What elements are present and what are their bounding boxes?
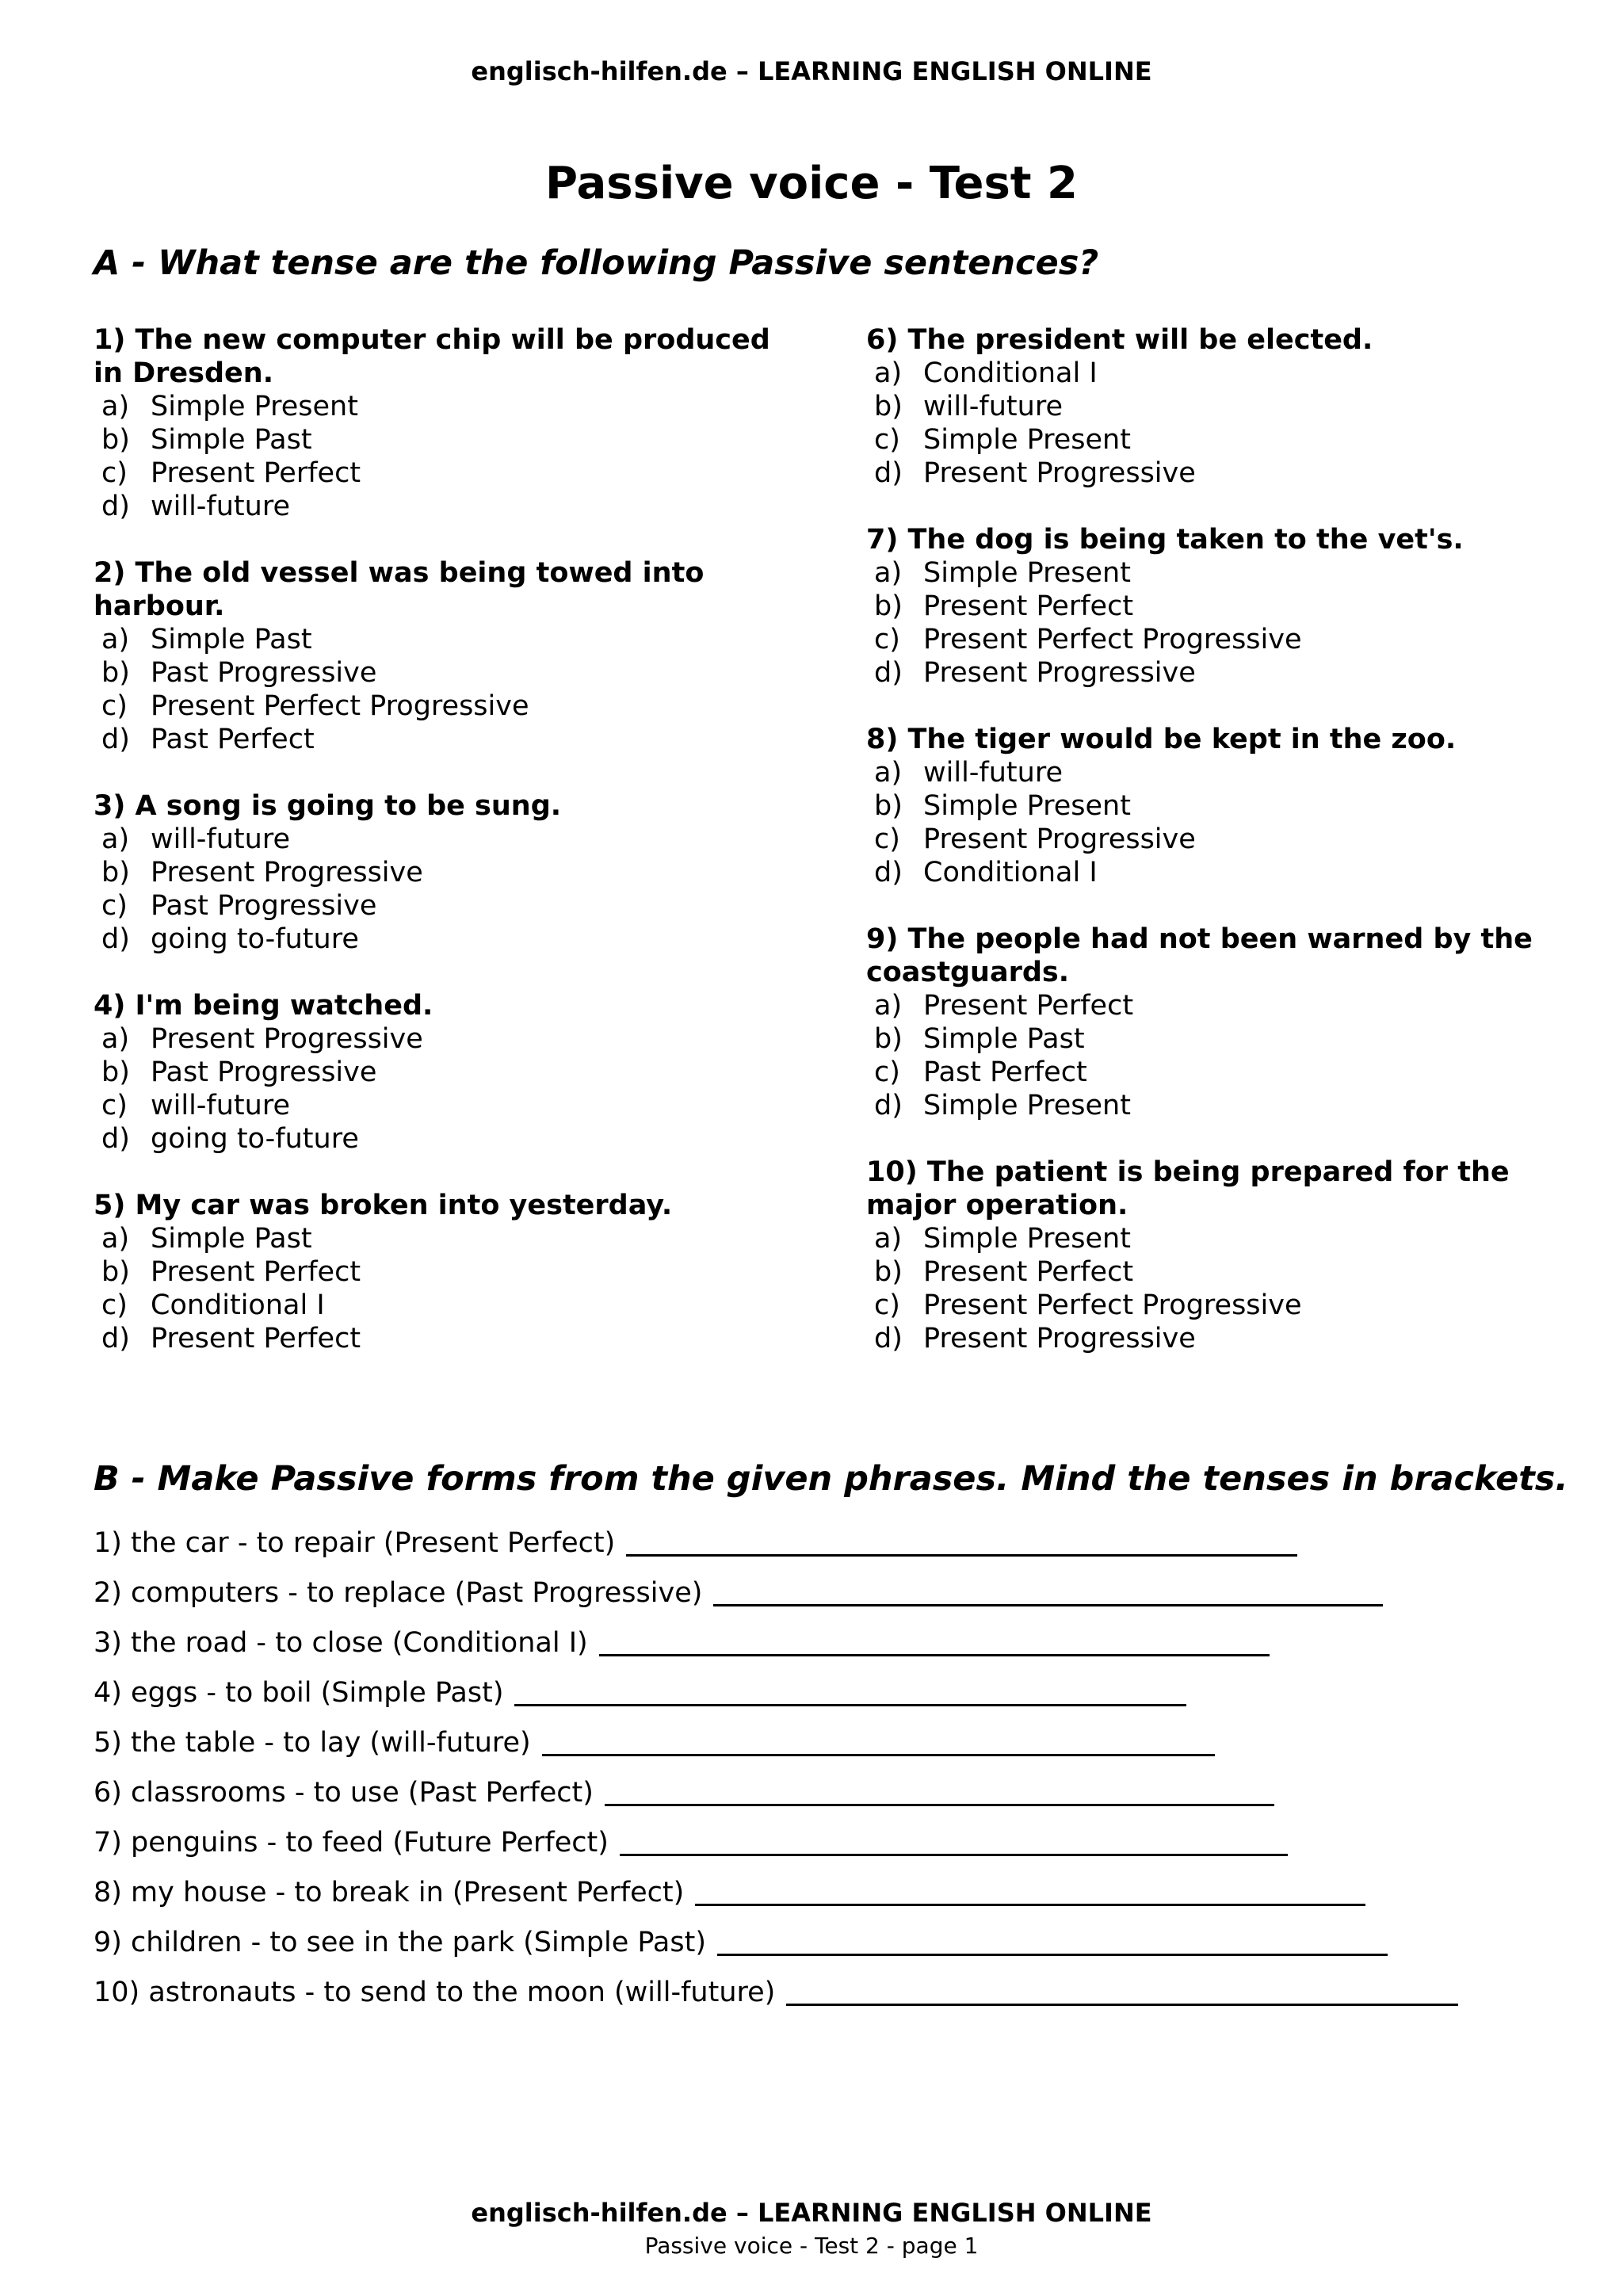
option-label: Past Progressive (151, 1056, 377, 1088)
answer-option[interactable] (94, 656, 791, 690)
option-letter: b) (874, 1023, 903, 1055)
option-letter: c) (874, 1056, 900, 1088)
option-letter: a) (874, 557, 903, 589)
option-letter: a) (101, 1223, 130, 1255)
exercise-item (94, 1675, 1544, 1725)
page-title: Passive voice - Test 2 (544, 158, 1079, 209)
option-label: will-future (151, 823, 290, 855)
exercise-prompt: 3) the road - to close (Conditional I) (94, 1627, 588, 1659)
exercise-prompt: 5) the table - to lay (will-future) (94, 1727, 531, 1759)
option-letter: b) (101, 857, 130, 888)
option-label: Past Perfect (151, 724, 315, 755)
option-label: Present Perfect Progressive (151, 690, 529, 722)
option-letter: d) (101, 923, 130, 955)
option-label: Conditional I (151, 1289, 325, 1321)
question-5 (94, 1189, 791, 1355)
exercise-item (94, 1526, 1544, 1576)
exercise-item (94, 1576, 1544, 1626)
answer-option[interactable] (94, 457, 791, 490)
question-3 (94, 789, 791, 956)
answer-option[interactable] (94, 423, 791, 457)
site-header: englisch-hilfen.de – LEARNING ENGLISH ONLINE (471, 56, 1152, 86)
question-text: 2) The old vessel was being towed into harbour. (94, 557, 705, 622)
option-letter: a) (874, 357, 903, 389)
option-label: Present Perfect (151, 457, 361, 489)
option-letter: a) (874, 990, 903, 1022)
question-text: 1) The new computer chip will be produced in Dresden. (94, 324, 770, 389)
answer-blank[interactable] (514, 1675, 1186, 1706)
option-letter: d) (874, 457, 903, 489)
question-text: 5) My car was broken into yesterday. (94, 1190, 673, 1221)
answer-option[interactable] (866, 1056, 1564, 1089)
option-letter: b) (101, 424, 130, 456)
option-letter: a) (101, 1023, 130, 1055)
option-label: Present Progressive (923, 657, 1196, 689)
answer-option[interactable] (866, 989, 1564, 1022)
option-label: going to-future (151, 923, 359, 955)
exercise-item (94, 1825, 1544, 1875)
answer-option[interactable] (94, 1289, 791, 1322)
option-label: Present Perfect (151, 1323, 361, 1354)
exercise-item (94, 1975, 1544, 2025)
answer-option[interactable] (866, 1255, 1564, 1289)
exercise-item (94, 1725, 1544, 1775)
exercise-prompt: 4) eggs - to boil (Simple Past) (94, 1677, 504, 1709)
answer-option[interactable] (866, 590, 1564, 623)
option-letter: a) (101, 391, 130, 422)
answer-option[interactable] (866, 1022, 1564, 1056)
option-letter: d) (101, 724, 130, 755)
exercise-prompt: 6) classrooms - to use (Past Perfect) (94, 1777, 594, 1809)
answer-option[interactable] (94, 1222, 791, 1255)
exercise-prompt: 7) penguins - to feed (Future Perfect) (94, 1827, 609, 1859)
site-footer: englisch-hilfen.de – LEARNING ENGLISH ONLINE (471, 2198, 1152, 2228)
option-letter: c) (874, 1289, 900, 1321)
answer-option[interactable] (94, 856, 791, 889)
question-text: 4) I'm being watched. (94, 990, 433, 1022)
answer-option[interactable] (866, 390, 1564, 423)
exercise-item (94, 1875, 1544, 1925)
answer-option[interactable] (866, 623, 1564, 656)
answer-option[interactable] (866, 1089, 1564, 1122)
page-number: Passive voice - Test 2 - page 1 (644, 2233, 979, 2259)
answer-blank[interactable] (542, 1725, 1215, 1756)
question-text: 6) The president will be elected. (866, 324, 1373, 356)
answer-option[interactable] (866, 1222, 1564, 1255)
questions-column-left (94, 323, 791, 1389)
answer-option[interactable] (94, 490, 791, 523)
answer-option[interactable] (94, 723, 791, 756)
option-letter: c) (101, 690, 128, 722)
option-label: Simple Past (923, 1023, 1085, 1055)
option-label: Present Perfect (151, 1256, 361, 1288)
option-letter: d) (874, 657, 903, 689)
exercise-item (94, 1925, 1544, 1975)
option-label: Present Progressive (923, 1323, 1196, 1354)
option-label: Present Perfect (923, 990, 1134, 1022)
option-letter: b) (874, 391, 903, 422)
answer-option[interactable] (866, 656, 1564, 690)
answer-option[interactable] (94, 390, 791, 423)
option-letter: b) (874, 790, 903, 822)
answer-option[interactable] (866, 556, 1564, 590)
option-letter: c) (101, 890, 128, 922)
answer-option[interactable] (866, 1289, 1564, 1322)
option-label: Present Progressive (151, 1023, 423, 1055)
answer-option[interactable] (866, 1322, 1564, 1355)
question-text: 9) The people had not been warned by the coastguards. (866, 923, 1533, 988)
option-letter: b) (101, 1256, 130, 1288)
question-7 (866, 523, 1564, 690)
option-letter: a) (101, 624, 130, 655)
answer-option[interactable] (94, 1322, 791, 1355)
question-6 (866, 323, 1564, 490)
option-label: Past Progressive (151, 890, 377, 922)
answer-option[interactable] (94, 1022, 791, 1056)
option-label: Simple Past (151, 1223, 312, 1255)
option-letter: d) (101, 1323, 130, 1354)
answer-option[interactable] (866, 423, 1564, 457)
option-label: Present Perfect (923, 1256, 1134, 1288)
answer-option[interactable] (94, 690, 791, 723)
option-label: Present Perfect (923, 590, 1134, 622)
option-letter: c) (101, 1289, 128, 1321)
option-label: Simple Past (151, 424, 312, 456)
answer-option[interactable] (94, 1255, 791, 1289)
option-letter: b) (101, 1056, 130, 1088)
answer-option[interactable] (94, 823, 791, 856)
option-label: Present Progressive (923, 823, 1196, 855)
option-label: Simple Present (923, 790, 1131, 822)
option-label: Simple Present (923, 424, 1131, 456)
option-label: Simple Present (923, 1223, 1131, 1255)
question-text: 8) The tiger would be kept in the zoo. (866, 724, 1457, 755)
option-letter: a) (101, 823, 130, 855)
option-letter: c) (874, 624, 900, 655)
answer-option[interactable] (94, 923, 791, 956)
option-letter: d) (874, 1090, 903, 1121)
option-letter: c) (874, 823, 900, 855)
answer-blank[interactable] (786, 1975, 1458, 2006)
exercise-prompt: 8) my house - to break in (Present Perfect) (94, 1877, 685, 1908)
option-label: Simple Present (151, 391, 358, 422)
answer-option[interactable] (866, 357, 1564, 390)
answer-blank[interactable] (695, 1875, 1365, 1906)
option-letter: b) (101, 657, 130, 689)
option-label: Present Perfect Progressive (923, 624, 1302, 655)
section-b-heading: B - Make Passive forms from the given phrases. Mind the tenses in brackets. (94, 1459, 1568, 1499)
option-letter: c) (874, 424, 900, 456)
answer-blank[interactable] (599, 1626, 1270, 1656)
option-label: Simple Past (151, 624, 312, 655)
exercise-item (94, 1775, 1544, 1825)
option-letter: d) (874, 857, 903, 888)
option-label: Present Perfect Progressive (923, 1289, 1302, 1321)
option-label: will-future (923, 757, 1063, 789)
question-text: 7) The dog is being taken to the vet's. (866, 524, 1464, 556)
option-letter: c) (101, 457, 128, 489)
question-2 (94, 556, 791, 756)
option-label: Present Progressive (151, 857, 423, 888)
option-label: Simple Present (923, 1090, 1131, 1121)
answer-blank[interactable] (626, 1526, 1297, 1557)
option-letter: a) (874, 757, 903, 789)
answer-option[interactable] (94, 889, 791, 923)
option-label: Conditional I (923, 857, 1098, 888)
answer-option[interactable] (866, 856, 1564, 889)
answer-option[interactable] (866, 789, 1564, 823)
answer-option[interactable] (94, 1056, 791, 1089)
answer-option[interactable] (866, 756, 1564, 789)
answer-option[interactable] (94, 1122, 791, 1156)
answer-option[interactable] (94, 1089, 791, 1122)
question-10 (866, 1156, 1564, 1355)
questions-column-right (866, 323, 1564, 1389)
question-text: 3) A song is going to be sung. (94, 790, 562, 822)
question-1 (94, 323, 791, 523)
answer-option[interactable] (866, 823, 1564, 856)
question-text: 10) The patient is being prepared for the major operation. (866, 1156, 1510, 1221)
answer-option[interactable] (866, 457, 1564, 490)
exercise-list (94, 1526, 1544, 2025)
option-label: Conditional I (923, 357, 1098, 389)
option-label: going to-future (151, 1123, 359, 1155)
answer-blank[interactable] (605, 1775, 1274, 1806)
option-letter: d) (874, 1323, 903, 1354)
exercise-prompt: 2) computers - to replace (Past Progressive) (94, 1577, 703, 1609)
option-label: will-future (923, 391, 1063, 422)
section-a-heading: A - What tense are the following Passive sentences? (94, 243, 1099, 283)
question-8 (866, 723, 1564, 889)
option-letter: b) (874, 590, 903, 622)
exercise-prompt: 9) children - to see in the park (Simple Past) (94, 1927, 706, 1958)
option-label: Present Progressive (923, 457, 1196, 489)
option-letter: d) (101, 1123, 130, 1155)
answer-option[interactable] (94, 623, 791, 656)
option-label: will-future (151, 491, 290, 522)
option-letter: c) (101, 1090, 128, 1121)
option-label: Past Progressive (151, 657, 377, 689)
question-4 (94, 989, 791, 1156)
option-letter: a) (874, 1223, 903, 1255)
exercise-prompt: 10) astronauts - to send to the moon (will-future) (94, 1977, 776, 2008)
answer-blank[interactable] (620, 1825, 1288, 1856)
question-9 (866, 923, 1564, 1122)
option-label: will-future (151, 1090, 290, 1121)
exercise-item (94, 1626, 1544, 1675)
answer-blank[interactable] (713, 1576, 1383, 1606)
answer-blank[interactable] (717, 1925, 1388, 1956)
option-letter: b) (874, 1256, 903, 1288)
option-label: Past Perfect (923, 1056, 1087, 1088)
option-label: Simple Present (923, 557, 1131, 589)
exercise-prompt: 1) the car - to repair (Present Perfect) (94, 1527, 616, 1559)
option-letter: d) (101, 491, 130, 522)
